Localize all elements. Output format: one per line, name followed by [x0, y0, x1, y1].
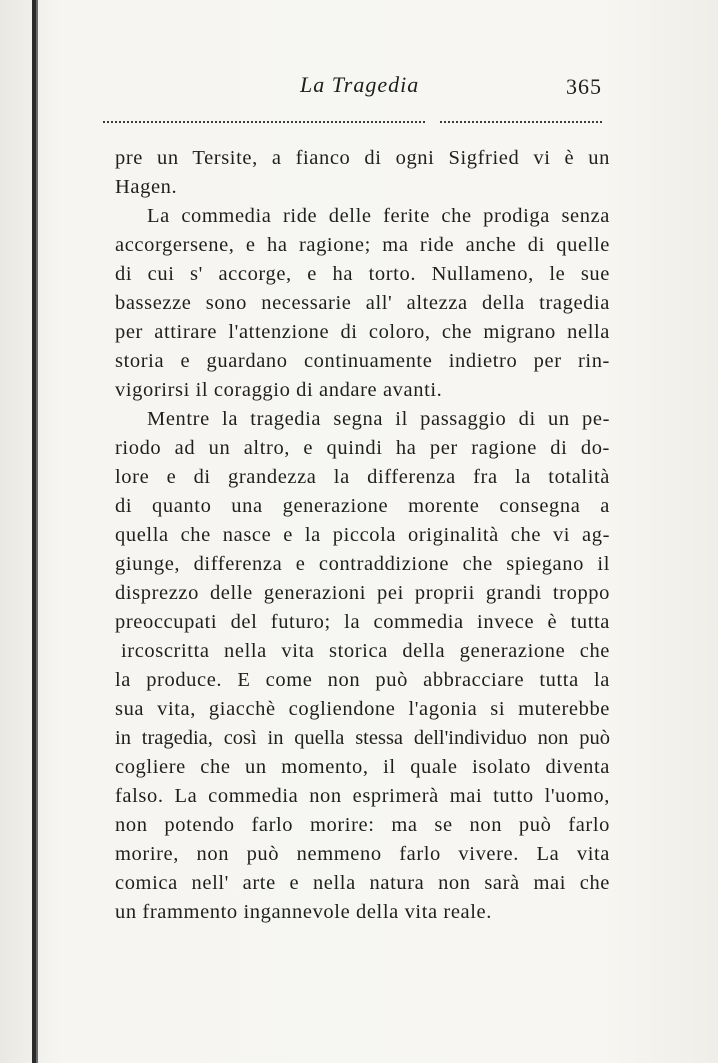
page-binding-shadow [36, 0, 38, 1063]
running-title: La Tragedia [300, 72, 420, 97]
text-line: preoccupati del futuro; la commedia invece è tutta [115, 611, 610, 633]
body-text [115, 144, 610, 927]
text-line: comica nell' arte e nella natura non sarà mai che [115, 872, 610, 894]
text-line: quella che nasce e la piccola originalità che vi ag- [115, 524, 610, 546]
text-line: disprezzo delle generazioni pei proprii grandi troppo [115, 582, 610, 604]
text-line: di cui s' accorge, e ha torto. Nullameno, le sue [115, 263, 610, 285]
text-line: sua vita, giacchè cogliendone l'agonia si muterebbe [115, 698, 610, 720]
text-line: La commedia ride delle ferite che prodiga senza [147, 205, 610, 227]
text-line: storia e guardano continuamente indietro per rin- [115, 350, 610, 372]
text-line: morire, non può nemmeno farlo vivere. La vita [115, 843, 610, 865]
page-number: 365 [566, 74, 602, 99]
text-line: accorgersene, e ha ragione; ma ride anche di quelle [115, 234, 610, 256]
text-line: in tragedia, così in quella stessa dell'individuo non può [115, 727, 610, 749]
text-line: per attirare l'attenzione di coloro, che migrano nella [115, 321, 610, 343]
text-line: vigorirsi il coraggio di andare avanti. [115, 379, 443, 401]
text-line: lore e di grandezza la differenza fra la totalità [115, 466, 610, 488]
text-line: bassezze sono necessarie all' altezza della tragedia [115, 292, 610, 314]
text-line: di quanto una generazione morente consegna a [115, 495, 610, 517]
text-line: ircoscritta nella vita storica della generazione che [121, 640, 610, 662]
header-rule-right [440, 121, 602, 123]
text-line: cogliere che un momento, il quale isolato diventa [115, 756, 610, 778]
text-line: falso. La commedia non esprimerà mai tutto l'uomo, [115, 785, 610, 807]
text-line: Mentre la tragedia segna il passaggio di un pe- [147, 408, 610, 430]
text-line: non potendo farlo morire: ma se non può farlo [115, 814, 610, 836]
text-line: la produce. E come non può abbracciare tutta la [115, 669, 610, 691]
text-line: riodo ad un altro, e quindi ha per ragione di do- [115, 437, 610, 459]
text-line: un frammento ingannevole della vita reale. [115, 901, 492, 923]
text-line: pre un Tersite, a fianco di ogni Sigfried vi è un [115, 147, 610, 169]
text-line: giunge, differenza e contraddizione che spiegano il [115, 553, 610, 575]
header-rule-left [103, 121, 425, 123]
text-line: Hagen. [115, 176, 178, 198]
